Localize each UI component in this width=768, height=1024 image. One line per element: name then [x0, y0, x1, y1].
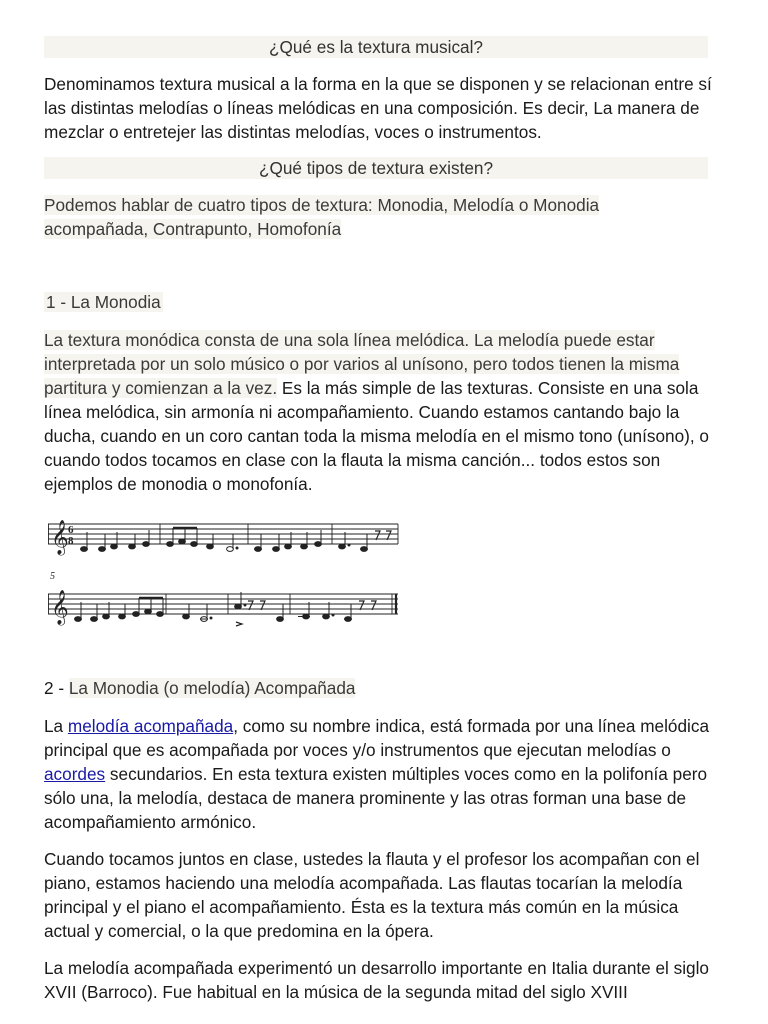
section-2-prefix: 2 -	[44, 678, 69, 698]
melodia-acompanada-link[interactable]: melodía acompañada	[67, 716, 234, 736]
svg-text:𝄞: 𝄞	[51, 590, 69, 625]
svg-text:𝄞: 𝄞	[51, 520, 69, 555]
acompanada-paragraph-1	[44, 714, 724, 834]
types-heading: ¿Qué tipos de textura existen?	[44, 157, 708, 179]
title-heading: ¿Qué es la textura musical?	[44, 36, 708, 58]
staff-1-svg	[48, 512, 400, 558]
text-segment: , como su nombre indica, está formada por una línea melódica principal que es acompañada por voces y/o instrumentos que ejecutan melodías o	[44, 716, 709, 760]
acompanada-paragraph-3: La melodía acompañada experimentó un desarrollo importante en Italia durante el siglo XVII (Barroco). Fue habitual en la música de la segunda mitad del siglo XVIII	[44, 958, 709, 1002]
music-score-line-1	[48, 512, 400, 558]
intro-paragraph: Denominamos textura musical a la forma en la que se disponen y se relacionan entre sí las distintas melodías o líneas melódicas en una composición. Es decir, La manera de mezclar o entretejer las distintas melodías, voces o instrumentos.	[44, 74, 712, 142]
measure-number: 5	[50, 571, 55, 582]
section-2-title-text: La Monodia (o melodía) Acompañada	[68, 678, 356, 698]
music-score-line-2	[48, 582, 400, 628]
monodia-highlighted-text: La textura monódica consta de una sola línea melódica. La melodía puede estar interpretada por un solo músico o por varios al unísono, pero todos tienen la misma partitura y comienzan a la vez.	[44, 330, 680, 398]
types-line-1: Podemos hablar de cuatro tipos de textura: Monodia, Melodía o Monodia	[44, 195, 600, 215]
text-segment: La	[44, 716, 68, 736]
section-1-title	[44, 290, 724, 314]
section-2-title	[44, 676, 724, 700]
monodia-paragraph	[44, 328, 724, 496]
acompanada-paragraph-2: Cuando tocamos juntos en clase, ustedes la flauta y el profesor los acompañan con el piano, estamos haciendo una melodía acompañada. Las flautas tocarían la melodía principal y el piano el acompañamiento. Ésta es la textura más común en la música actual y comercial, o la que predomina en la ópera.	[44, 849, 700, 941]
types-line-2: acompañada, Contrapunto, Homofonía	[44, 219, 342, 239]
section-1-title-text: 1 - La Monodia	[46, 292, 161, 312]
text-segment: secundarios. En esta textura existen múltiples voces como en la polifonía pero sólo una, la melodía, destaca de manera prominente y las otras forman una base de acompañamiento armónico.	[44, 764, 708, 832]
staff-2-svg	[48, 582, 400, 628]
monodia-rest-text: Es la más simple de las texturas. Consiste en una sola línea melódica, sin armonía ni acompañamiento. Cuando estamos cantando bajo la ducha, cuando en un coro cantan toda la misma melodía en el mismo tono (unísono), o cuando todos tocamos en clase con la flauta la misma canción... todos estos son ejemplos de monodia o monofonía.	[44, 378, 709, 494]
types-paragraph	[44, 193, 724, 241]
svg-text:6: 6	[68, 524, 74, 536]
acordes-link[interactable]: acordes	[44, 764, 106, 784]
svg-text:8: 8	[68, 535, 74, 547]
